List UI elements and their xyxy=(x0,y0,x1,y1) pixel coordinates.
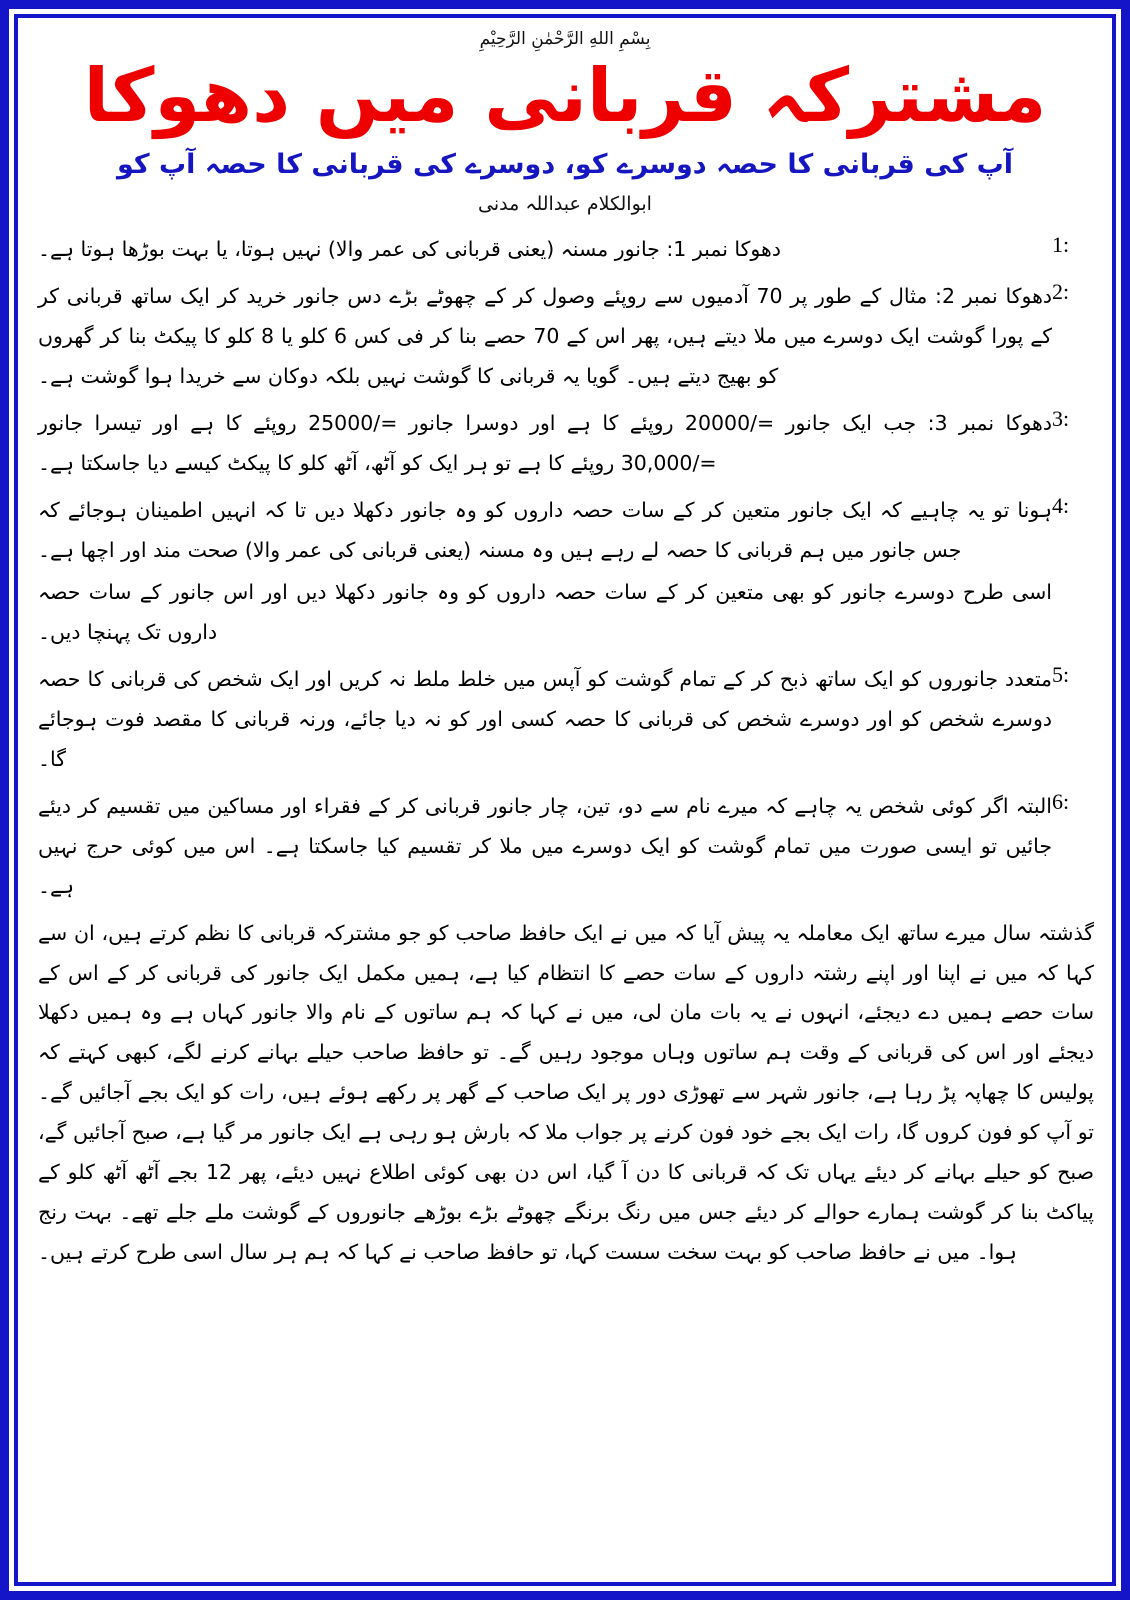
list-item xyxy=(32,660,1098,780)
list-item-text: دھوکا نمبر 3: جب ایک جانور =/20000 روپئے کا ہے اور دوسرا جانور =/25000 روپئے کا ہے اور تیسرا جانور =/30,000 روپئے کا ہے تو ہر ایک کو آٹھ، آٹھ کلو کا پیکٹ کیسے دیا جاسکتا ہے۔ xyxy=(38,410,1052,475)
list-item-number: 4: xyxy=(1052,492,1070,518)
list-item-number: 1: xyxy=(1052,232,1070,258)
numbered-items-list xyxy=(32,230,1098,907)
narrative-section xyxy=(32,914,1098,1274)
list-item-number: 3: xyxy=(1052,405,1070,431)
list-item-text: متعدد جانوروں کو ایک ساتھ ذبح کر کے تمام گوشت کو آپس میں خلط ملط نہ کریں اور ایک شخص کی قربانی کا حصہ دوسرے شخص کو اور دوسرے شخص کی قربانی کا حصہ کسی اور کو نہ دیا جائے، ورنہ قربانی کا مقصد فوت ہوجائے گا۔ xyxy=(38,666,1052,771)
narrative-paragraph: گذشتہ سال میرے ساتھ ایک معاملہ یہ پیش آیا کہ میں نے ایک حافظ صاحب کو جو مشترکہ قربانی کا نظم کرتے ہیں، ان سے کہا کہ میں نے اپنا اور اپنے رشتہ داروں کے سات حصے کا انتظام کیا ہے، ہمیں مکمل ایک جانور کی قربانی کر کے اس کے سات حصے ہمیں دے دیجئے، انہوں نے یہ بات مان لی، میں نے کہا کہ ہم ساتوں کے نام والا جانور کہاں ہے وہ ہمیں دکھلا دیجئے اور اس کی قربانی کے وقت ہم ساتوں وہاں موجود رہیں گے۔ تو حافظ صاحب حیلے بہانے کرنے لگے، کبھی کہتے کہ پولیس کا چھاپہ پڑ رہا ہے، جانور شہر سے تھوڑی دور پر ایک صاحب کے گھر پر رکھے ہوئے ہیں، رات کو ایک بجے آجائیں گے۔ تو آپ کو فون کروں گا، رات ایک بجے خود فون کرنے پر جواب ملا کہ بارش ہو رہی ہے ایک جانور مر گیا ہے، صبح آجائیں گے، صبح کو حیلے بہانے کر دیئے یہاں تک کہ قربانی کا دن آ گیا، اس دن بھی کوئی اطلاع نہیں دیئے، پھر 12 بجے آٹھ آٹھ کلو کے پیاکٹ بنا کر گوشت ہمارے حوالے کر دیئے جس میں رنگ برنگے چھوٹے بڑے بوڑھے جانوروں کے گوشت ملے جلے تھے۔ بہت رنج ہوا۔ میں نے حافظ صاحب کو بہت سخت سست کہا، تو حافظ صاحب نے کہا کہ ہم ہر سال اسی طرح کرتے ہیں۔ xyxy=(38,920,1094,1265)
list-item-text: ہونا تو یہ چاہیے کہ ایک جانور متعین کر کے سات حصہ داروں کو وہ جانور دکھلا دیں تا کہ انہیں اطمینان ہوجائے کہ جس جانور میں ہم قربانی کا حصہ لے رہے ہیں وہ مسنہ (یعنی قربانی کی عمر والا) صحت مند اور اچھا ہے۔ xyxy=(38,497,1052,562)
list-item-number: 6: xyxy=(1052,788,1070,814)
bismillah-line: بِسْمِ اللهِ الرَّحْمٰنِ الرَّحِيْمِ xyxy=(479,29,651,49)
list-item xyxy=(32,277,1098,397)
list-item xyxy=(32,230,1098,270)
page-title: مشترکہ قربانی میں دھوکا xyxy=(83,52,1047,139)
author-name: ابوالکلام عبداللہ مدنی xyxy=(478,193,652,216)
list-item xyxy=(32,787,1098,907)
list-item-number: 2: xyxy=(1052,279,1070,305)
list-item-text-group xyxy=(32,491,1052,653)
list-item-text-continued: اسی طرح دوسرے جانور کو بھی متعین کر کے سات حصہ داروں کو وہ جانور دکھلا دیں اور اس جانور کے سات حصہ داروں تک پہنچا دیں۔ xyxy=(38,579,1052,644)
list-item-text: دھوکا نمبر 2: مثال کے طور پر 70 آدمیوں سے روپئے وصول کر کے چھوٹے بڑے دس جانور خرید کر ایک ساتھ قربانی کر کے پورا گوشت ایک دوسرے میں ملا دیتے ہیں، پھر اس کے 70 حصے بنا کر فی کس 6 کلو یا 8 کلو کا پیکٹ بنا کر گھروں کو بھیج دیتے ہیں۔ گویا یہ قربانی کا گوشت نہیں بلکہ دوکان سے خریدا ہوا گوشت ہے۔ xyxy=(38,284,1053,388)
list-item-text: دھوکا نمبر 1: جانور مسنہ (یعنی قربانی کی عمر والا) نہیں ہوتا، یا بہت بوڑھا ہوتا ہے۔ xyxy=(38,237,781,262)
list-item-text: البتہ اگر کوئی شخص یہ چاہے کہ میرے نام سے دو، تین، چار جانور قربانی کر کے فقراء اور مساکین میں تقسیم کر دیئے جائیں تو ایسی صورت میں تمام گوشت کو ایک دوسرے میں ملا کر تقسیم کیا جاسکتا ہے۔ اس میں کوئی حرج نہیں ہے۔ xyxy=(38,793,1052,898)
list-item-number: 5: xyxy=(1052,661,1070,687)
page-subtitle: آپ کی قربانی کا حصہ دوسرے کو، دوسرے کی قربانی کا حصہ آپ کو xyxy=(117,148,1013,180)
page-frame-inner xyxy=(14,14,1116,1586)
list-item xyxy=(32,404,1098,484)
list-item xyxy=(32,491,1098,653)
